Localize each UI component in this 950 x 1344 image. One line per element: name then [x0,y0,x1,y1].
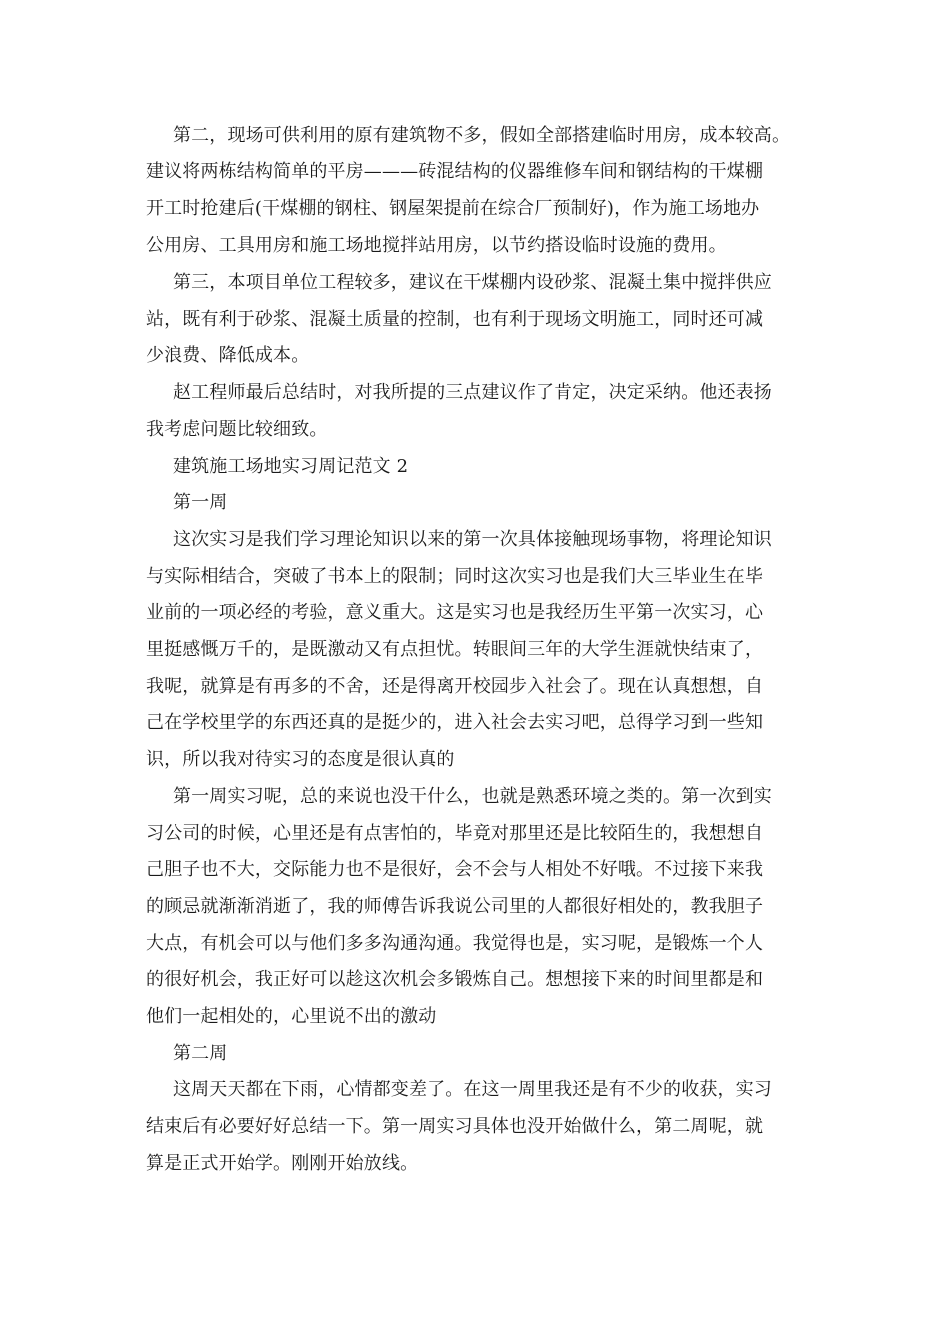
paragraph-line: 识，所以我对待实习的态度是很认真的 [146,749,455,770]
paragraph-line: 这次实习是我们学习理论知识以来的第一次具体接触现场事物，将理论知识 [173,529,772,550]
paragraph-line: 结束后有必要好好总结一下。第一周实习具体也没开始做什么，第二周呢，就 [146,1116,764,1137]
paragraph-line: 里挺感慨万千的，是既激动又有点担忧。转眼间三年的大学生涯就快结束了， [146,639,764,660]
paragraph-line: 第二，现场可供利用的原有建筑物不多，假如全部搭建临时用房，成本较高。 [173,125,791,146]
paragraph-line: 少浪费、降低成本。 [146,345,310,366]
paragraph-line: 公用房、工具用房和施工场地搅拌站用房，以节约搭设临时设施的费用。 [146,235,727,256]
paragraph-line: 第一周实习呢，总的来说也没干什么，也就是熟悉环境之类的。第一次到实 [173,786,772,807]
paragraph-line: 开工时抢建后(干煤棚的钢柱、钢屋架提前在综合厂预制好)，作为施工场地办 [146,198,760,219]
paragraph-line: 建议将两栋结构简单的平房———砖混结构的仪器维修车间和钢结构的干煤棚 [146,161,764,182]
paragraph-line: 业前的一项必经的考验，意义重大。这是实习也是我经历生平第一次实习，心 [146,602,764,623]
paragraph-line: 他们一起相处的，心里说不出的激动 [146,1006,437,1027]
paragraph-line: 我考虑问题比较细致。 [146,419,328,440]
paragraph-line: 的很好机会，我正好可以趁这次机会多锻炼自己。想想接下来的时间里都是和 [146,969,764,990]
paragraph-line: 我呢，就算是有再多的不舍，还是得离开校园步入社会了。现在认真想想，自 [146,676,764,697]
paragraph-line: 大点，有机会可以与他们多多沟通沟通。我觉得也是，实习呢，是锻炼一个人 [146,933,764,954]
paragraph-line: 习公司的时候，心里还是有点害怕的，毕竟对那里还是比较陌生的，我想想自 [146,823,764,844]
paragraph-line: 赵工程师最后总结时，对我所提的三点建议作了肯定，决定采纳。他还表扬 [173,382,772,403]
paragraph-line: 与实际相结合，突破了书本上的限制；同时这次实习也是我们大三毕业生在毕 [146,566,764,587]
paragraph-line: 站，既有利于砂浆、混凝土质量的控制，也有利于现场文明施工，同时还可减 [146,309,764,330]
paragraph-line: 第三，本项目单位工程较多，建议在干煤棚内设砂浆、混凝土集中搅拌供应 [173,272,772,293]
paragraph-line: 己胆子也不大，交际能力也不是很好，会不会与人相处不好哦。不过接下来我 [146,859,764,880]
section-title: 建筑施工场地实习周记范文 2 [173,456,409,477]
paragraph-line: 这周天天都在下雨，心情都变差了。在这一周里我还是有不少的收获，实习 [173,1079,772,1100]
week-heading: 第一周 [173,492,228,513]
paragraph-line: 己在学校里学的东西还真的是挺少的，进入社会去实习吧，总得学习到一些知 [146,712,764,733]
paragraph-line: 算是正式开始学。刚刚开始放线。 [146,1153,419,1174]
week-heading: 第二周 [173,1043,228,1064]
paragraph-line: 的顾忌就渐渐消逝了，我的师傅告诉我说公司里的人都很好相处的，教我胆子 [146,896,764,917]
